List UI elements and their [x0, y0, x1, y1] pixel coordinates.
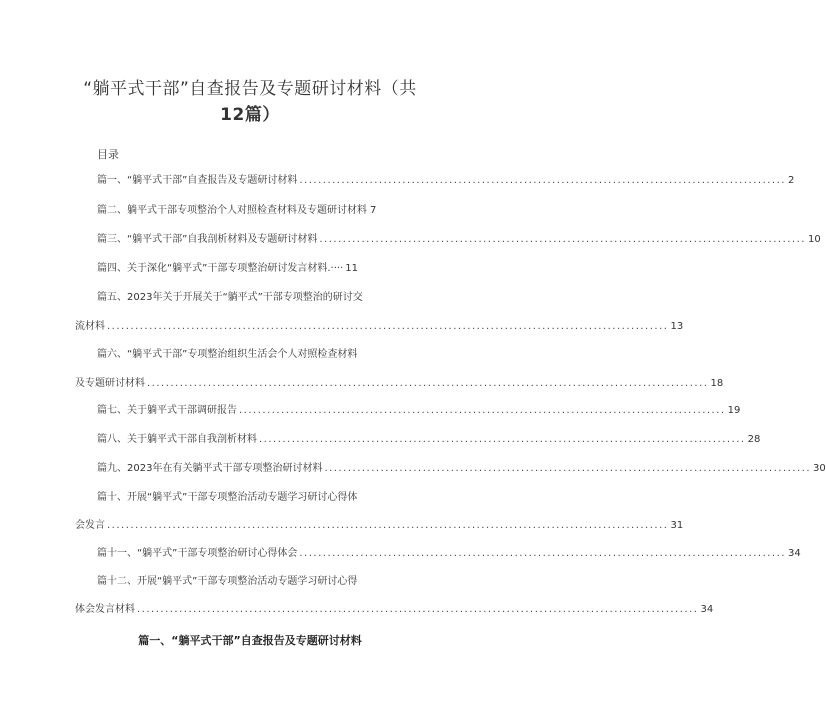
toc-page-number: 11: [345, 263, 358, 274]
toc-entry-text: 会发言: [75, 520, 105, 531]
toc-entry[interactable]: [97, 233, 821, 247]
toc-leader-dots: ........................................................................................................: [319, 234, 806, 245]
toc-leader-dots: ........................................................................................................................: [107, 520, 669, 531]
toc-entry-text: 篇七、关于躺平式干部调研报告: [97, 405, 237, 416]
toc-entry-text: 及专题研讨材料: [75, 378, 145, 389]
toc-entry-text: 篇一、“躺平式干部”自查报告及专题研讨材料: [97, 175, 298, 186]
toc-entry-line-1[interactable]: 篇五、2023年关于开展关于“躺平式”干部专项整治的研讨交: [97, 292, 363, 303]
toc-entry-text: 篇二、躺平式干部专项整治个人对照检查材料及专题研讨材料: [97, 205, 367, 216]
toc-leader-dots: ........................................................................................................: [239, 405, 726, 416]
toc-page-number: 2: [787, 175, 795, 186]
toc-entry[interactable]: [75, 603, 714, 617]
toc-entry-line-1[interactable]: 篇六、“躺平式干部”专项整治组织生活会个人对照检查材料: [97, 349, 358, 360]
toc-leader-dots: ........................................................................................................................: [147, 378, 709, 389]
toc-page-number: 30: [813, 463, 826, 474]
toc-page-number: 7: [370, 205, 377, 216]
toc-page-number: 13: [670, 321, 684, 332]
toc-leader-dots: ........................................................................................................: [324, 463, 812, 474]
toc-entry[interactable]: [97, 547, 801, 561]
toc-page-number: 34: [700, 604, 714, 615]
toc-page-number: 19: [727, 405, 741, 416]
toc-entry[interactable]: [75, 519, 684, 533]
toc-heading: 目录: [97, 148, 119, 161]
toc-page-number: 28: [747, 434, 761, 445]
toc-leader-dots: ........................................................................................................: [299, 548, 786, 559]
document-title: [60, 76, 440, 128]
toc-entry[interactable]: [75, 320, 684, 334]
toc-entry-text: 篇四、关于深化“躺平式”干部专项整治研讨发言材料.····: [97, 263, 344, 274]
section-heading: 篇一、“躺平式干部”自查报告及专题研讨材料: [138, 634, 362, 647]
title-line-1: “躺平式干部”自查报告及专题研讨材料（共: [83, 79, 417, 99]
toc-entry-text: 篇十一、“躺平式”干部专项整治研讨心得体会: [97, 548, 298, 559]
toc-entry-text: 篇九、2023年在有关躺平式干部专项整治研讨材料: [97, 463, 323, 474]
toc-entry-text: 体会发言材料: [75, 604, 135, 615]
title-line-2: 12篇）: [220, 105, 280, 125]
toc-entry-text: 篇三、“躺平式干部”自我剖析材料及专题研讨材料: [97, 234, 318, 245]
toc-page-number: 10: [807, 234, 821, 245]
toc-entry[interactable]: [97, 174, 795, 188]
toc-entry-text: 篇八、关于躺平式干部自我剖析材料: [97, 434, 257, 445]
toc-leader-dots: ........................................................................................................................: [107, 321, 669, 332]
toc-leader-dots: ........................................................................................................: [299, 175, 786, 186]
toc-entry-line-1[interactable]: 篇十、开展“躺平式”干部专项整治活动专题学习研讨心得体: [97, 492, 358, 503]
toc-entry-line-1[interactable]: 篇十二、开展“躺平式”干部专项整治活动专题学习研讨心得: [97, 576, 358, 587]
toc-entry[interactable]: [97, 462, 826, 476]
toc-leader-dots: ........................................................................................................................: [137, 604, 699, 615]
toc-page-number: 34: [787, 548, 801, 559]
toc-entry[interactable]: [97, 433, 761, 447]
toc-entry[interactable]: [75, 377, 724, 391]
toc-entry[interactable]: [97, 204, 402, 218]
toc-entry[interactable]: [97, 262, 406, 276]
toc-page-number: 31: [670, 520, 684, 531]
toc-entry-text: 流材料: [75, 321, 105, 332]
toc-leader-dots: ........................................................................................................: [259, 434, 746, 445]
toc-page-number: 18: [710, 378, 724, 389]
toc-entry[interactable]: [97, 404, 741, 418]
